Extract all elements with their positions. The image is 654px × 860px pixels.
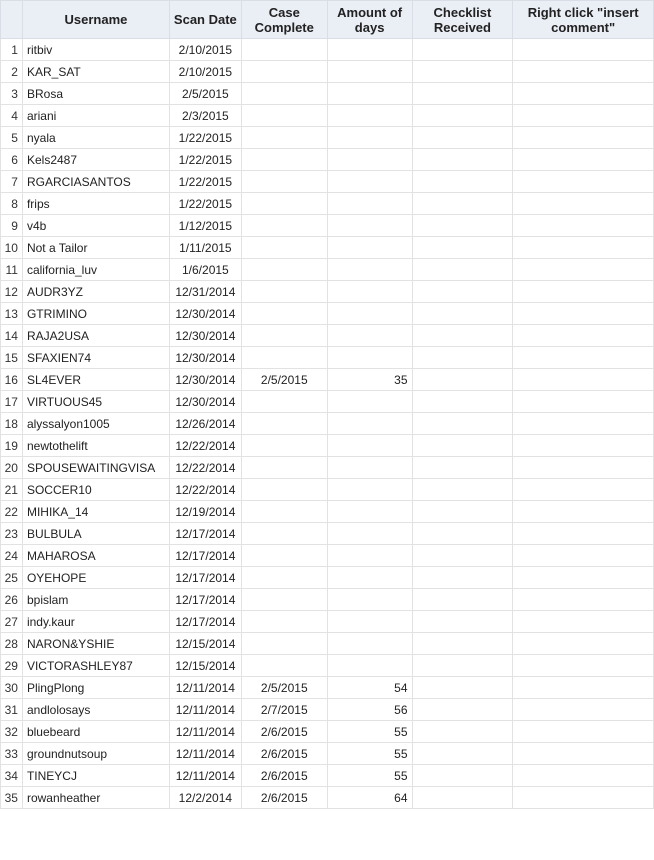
table-row	[1, 39, 654, 61]
case-complete-cell[interactable]: 2/6/2015	[241, 743, 327, 765]
amount-of-days-cell[interactable]	[327, 347, 412, 369]
corner-header-cell[interactable]	[1, 1, 23, 39]
comment-cell[interactable]	[513, 61, 654, 83]
table-row	[1, 633, 654, 655]
checklist-received-cell[interactable]	[412, 347, 513, 369]
comment-cell[interactable]	[513, 303, 654, 325]
amount-of-days-cell[interactable]: 54	[327, 677, 412, 699]
comment-cell[interactable]	[513, 765, 654, 787]
amount-of-days-cell[interactable]	[327, 61, 412, 83]
username-cell[interactable]: rowanheather	[22, 787, 169, 809]
username-cell[interactable]: Not a Tailor	[22, 237, 169, 259]
case-complete-cell[interactable]	[241, 105, 327, 127]
username-cell[interactable]: SPOUSEWAITINGVISA	[22, 457, 169, 479]
checklist-received-cell[interactable]	[412, 369, 513, 391]
checklist-received-cell[interactable]	[412, 523, 513, 545]
row-number-cell[interactable]: 21	[1, 479, 23, 501]
case-complete-cell[interactable]	[241, 171, 327, 193]
row-number-cell[interactable]: 15	[1, 347, 23, 369]
row-number-cell[interactable]: 23	[1, 523, 23, 545]
scan-date-cell[interactable]: 12/22/2014	[169, 435, 241, 457]
comment-cell[interactable]	[513, 83, 654, 105]
scan-date-cell[interactable]: 12/30/2014	[169, 325, 241, 347]
row-number-cell[interactable]: 11	[1, 259, 23, 281]
row-number-cell[interactable]: 2	[1, 61, 23, 83]
username-cell[interactable]: GTRIMINO	[22, 303, 169, 325]
table-row	[1, 413, 654, 435]
checklist-received-cell[interactable]	[412, 435, 513, 457]
username-cell[interactable]: andlolosays	[22, 699, 169, 721]
scan-date-cell[interactable]: 1/22/2015	[169, 193, 241, 215]
checklist-received-cell[interactable]	[412, 281, 513, 303]
username-cell[interactable]: TINEYCJ	[22, 765, 169, 787]
amount-of-days-cell[interactable]	[327, 303, 412, 325]
amount-of-days-cell[interactable]	[327, 501, 412, 523]
row-number-cell[interactable]: 8	[1, 193, 23, 215]
case-complete-cell[interactable]	[241, 655, 327, 677]
scan-date-cell[interactable]: 12/17/2014	[169, 589, 241, 611]
username-cell[interactable]: frips	[22, 193, 169, 215]
table-row	[1, 787, 654, 809]
scan-date-cell[interactable]: 12/11/2014	[169, 721, 241, 743]
scan-date-cell[interactable]: 12/30/2014	[169, 303, 241, 325]
comment-cell[interactable]	[513, 721, 654, 743]
checklist-received-cell[interactable]	[412, 699, 513, 721]
username-cell[interactable]: NARON&YSHIE	[22, 633, 169, 655]
amount-of-days-cell[interactable]: 64	[327, 787, 412, 809]
case-complete-cell[interactable]	[241, 391, 327, 413]
username-cell[interactable]: RAJA2USA	[22, 325, 169, 347]
checklist-received-cell[interactable]	[412, 501, 513, 523]
comment-cell[interactable]	[513, 281, 654, 303]
column-header-comment[interactable]: Right click "insert comment"	[513, 1, 654, 39]
comment-cell[interactable]	[513, 457, 654, 479]
case-complete-cell[interactable]	[241, 127, 327, 149]
scan-date-cell[interactable]: 12/11/2014	[169, 743, 241, 765]
username-cell[interactable]: newtothelift	[22, 435, 169, 457]
amount-of-days-cell[interactable]	[327, 589, 412, 611]
amount-of-days-cell[interactable]	[327, 39, 412, 61]
case-complete-cell[interactable]	[241, 501, 327, 523]
scan-date-cell[interactable]: 12/30/2014	[169, 369, 241, 391]
table-row	[1, 83, 654, 105]
row-number-cell[interactable]: 20	[1, 457, 23, 479]
scan-date-cell[interactable]: 1/22/2015	[169, 127, 241, 149]
amount-of-days-cell[interactable]	[327, 611, 412, 633]
checklist-received-cell[interactable]	[412, 589, 513, 611]
comment-cell[interactable]	[513, 523, 654, 545]
username-cell[interactable]: california_luv	[22, 259, 169, 281]
checklist-received-cell[interactable]	[412, 457, 513, 479]
amount-of-days-cell[interactable]	[327, 325, 412, 347]
comment-cell[interactable]	[513, 149, 654, 171]
username-cell[interactable]: indy.kaur	[22, 611, 169, 633]
checklist-received-cell[interactable]	[412, 677, 513, 699]
checklist-received-cell[interactable]	[412, 259, 513, 281]
username-cell[interactable]: ritbiv	[22, 39, 169, 61]
username-cell[interactable]: nyala	[22, 127, 169, 149]
checklist-received-cell[interactable]	[412, 193, 513, 215]
username-cell[interactable]: groundnutsoup	[22, 743, 169, 765]
amount-of-days-cell[interactable]: 56	[327, 699, 412, 721]
case-complete-cell[interactable]	[241, 347, 327, 369]
checklist-received-cell[interactable]	[412, 611, 513, 633]
scan-date-cell[interactable]: 1/6/2015	[169, 259, 241, 281]
table-row	[1, 127, 654, 149]
amount-of-days-cell[interactable]	[327, 149, 412, 171]
table-row	[1, 215, 654, 237]
comment-cell[interactable]	[513, 391, 654, 413]
comment-cell[interactable]	[513, 237, 654, 259]
amount-of-days-cell[interactable]	[327, 105, 412, 127]
scan-date-cell[interactable]: 2/3/2015	[169, 105, 241, 127]
column-header-username[interactable]: Username	[22, 1, 169, 39]
scan-date-cell[interactable]: 12/31/2014	[169, 281, 241, 303]
row-number-cell[interactable]: 1	[1, 39, 23, 61]
checklist-received-cell[interactable]	[412, 237, 513, 259]
amount-of-days-cell[interactable]: 55	[327, 721, 412, 743]
scan-date-cell[interactable]: 12/11/2014	[169, 699, 241, 721]
scan-date-cell[interactable]: 1/22/2015	[169, 171, 241, 193]
comment-cell[interactable]	[513, 413, 654, 435]
scan-date-cell[interactable]: 1/11/2015	[169, 237, 241, 259]
comment-cell[interactable]	[513, 39, 654, 61]
case-complete-cell[interactable]	[241, 259, 327, 281]
table-row	[1, 457, 654, 479]
case-complete-cell[interactable]	[241, 83, 327, 105]
comment-cell[interactable]	[513, 369, 654, 391]
case-complete-cell[interactable]	[241, 193, 327, 215]
case-complete-cell[interactable]: 2/6/2015	[241, 765, 327, 787]
scan-date-cell[interactable]: 12/15/2014	[169, 633, 241, 655]
row-number-cell[interactable]: 28	[1, 633, 23, 655]
row-number-cell[interactable]: 22	[1, 501, 23, 523]
case-complete-cell[interactable]	[241, 39, 327, 61]
table-row	[1, 589, 654, 611]
username-cell[interactable]: Kels2487	[22, 149, 169, 171]
amount-of-days-cell[interactable]: 55	[327, 743, 412, 765]
username-cell[interactable]: BRosa	[22, 83, 169, 105]
row-number-cell[interactable]: 32	[1, 721, 23, 743]
checklist-received-cell[interactable]	[412, 479, 513, 501]
username-cell[interactable]: SOCCER10	[22, 479, 169, 501]
table-row	[1, 743, 654, 765]
username-cell[interactable]: MAHAROSA	[22, 545, 169, 567]
checklist-received-cell[interactable]	[412, 765, 513, 787]
table-row	[1, 303, 654, 325]
table-row	[1, 193, 654, 215]
amount-of-days-cell[interactable]	[327, 457, 412, 479]
checklist-received-cell[interactable]	[412, 391, 513, 413]
comment-cell[interactable]	[513, 633, 654, 655]
username-cell[interactable]: MIHIKA_14	[22, 501, 169, 523]
case-complete-cell[interactable]	[241, 281, 327, 303]
row-number-cell[interactable]: 5	[1, 127, 23, 149]
row-number-cell[interactable]: 27	[1, 611, 23, 633]
case-complete-cell[interactable]	[241, 633, 327, 655]
scan-date-cell[interactable]: 12/26/2014	[169, 413, 241, 435]
amount-of-days-cell[interactable]: 55	[327, 765, 412, 787]
table-row	[1, 391, 654, 413]
username-cell[interactable]: PlingPlong	[22, 677, 169, 699]
table-row	[1, 765, 654, 787]
row-number-cell[interactable]: 26	[1, 589, 23, 611]
table-row	[1, 699, 654, 721]
amount-of-days-cell[interactable]	[327, 413, 412, 435]
case-complete-cell[interactable]	[241, 611, 327, 633]
username-cell[interactable]: BULBULA	[22, 523, 169, 545]
case-complete-cell[interactable]: 2/5/2015	[241, 369, 327, 391]
comment-cell[interactable]	[513, 501, 654, 523]
checklist-received-cell[interactable]	[412, 83, 513, 105]
row-number-cell[interactable]: 24	[1, 545, 23, 567]
row-number-cell[interactable]: 6	[1, 149, 23, 171]
scan-date-cell[interactable]: 12/30/2014	[169, 347, 241, 369]
table-row	[1, 325, 654, 347]
checklist-received-cell[interactable]	[412, 633, 513, 655]
row-number-cell[interactable]: 25	[1, 567, 23, 589]
table-row	[1, 281, 654, 303]
amount-of-days-cell[interactable]	[327, 215, 412, 237]
comment-cell[interactable]	[513, 589, 654, 611]
comment-cell[interactable]	[513, 215, 654, 237]
checklist-received-cell[interactable]	[412, 61, 513, 83]
amount-of-days-cell[interactable]	[327, 479, 412, 501]
scan-date-cell[interactable]: 12/17/2014	[169, 545, 241, 567]
case-complete-cell[interactable]	[241, 545, 327, 567]
column-header-amount-of-days[interactable]: Amount of days	[327, 1, 412, 39]
username-cell[interactable]: bpislam	[22, 589, 169, 611]
checklist-received-cell[interactable]	[412, 149, 513, 171]
table-row	[1, 501, 654, 523]
table-row	[1, 567, 654, 589]
checklist-received-cell[interactable]	[412, 105, 513, 127]
table-row	[1, 721, 654, 743]
username-cell[interactable]: alyssalyon1005	[22, 413, 169, 435]
comment-cell[interactable]	[513, 787, 654, 809]
scan-date-cell[interactable]: 1/22/2015	[169, 149, 241, 171]
table-row	[1, 61, 654, 83]
checklist-received-cell[interactable]	[412, 787, 513, 809]
comment-cell[interactable]	[513, 545, 654, 567]
row-number-cell[interactable]: 19	[1, 435, 23, 457]
comment-cell[interactable]	[513, 677, 654, 699]
comment-cell[interactable]	[513, 171, 654, 193]
comment-cell[interactable]	[513, 325, 654, 347]
username-cell[interactable]: SL4EVER	[22, 369, 169, 391]
amount-of-days-cell[interactable]	[327, 193, 412, 215]
checklist-received-cell[interactable]	[412, 325, 513, 347]
row-number-cell[interactable]: 3	[1, 83, 23, 105]
table-row	[1, 149, 654, 171]
username-cell[interactable]: OYEHOPE	[22, 567, 169, 589]
table-row	[1, 523, 654, 545]
comment-cell[interactable]	[513, 259, 654, 281]
amount-of-days-cell[interactable]	[327, 127, 412, 149]
scan-date-cell[interactable]: 12/22/2014	[169, 479, 241, 501]
scan-date-cell[interactable]: 12/11/2014	[169, 765, 241, 787]
amount-of-days-cell[interactable]	[327, 83, 412, 105]
username-cell[interactable]: KAR_SAT	[22, 61, 169, 83]
table-row	[1, 435, 654, 457]
scan-date-cell[interactable]: 2/5/2015	[169, 83, 241, 105]
table-row	[1, 171, 654, 193]
case-complete-cell[interactable]	[241, 479, 327, 501]
case-complete-cell[interactable]	[241, 237, 327, 259]
case-complete-cell[interactable]: 2/5/2015	[241, 677, 327, 699]
username-cell[interactable]: VIRTUOUS45	[22, 391, 169, 413]
scan-date-cell[interactable]: 12/17/2014	[169, 523, 241, 545]
table-row	[1, 237, 654, 259]
checklist-received-cell[interactable]	[412, 127, 513, 149]
comment-cell[interactable]	[513, 347, 654, 369]
row-number-cell[interactable]: 16	[1, 369, 23, 391]
case-complete-cell[interactable]: 2/6/2015	[241, 721, 327, 743]
comment-cell[interactable]	[513, 655, 654, 677]
header-row	[1, 1, 654, 39]
table-row	[1, 105, 654, 127]
checklist-received-cell[interactable]	[412, 413, 513, 435]
amount-of-days-cell[interactable]	[327, 259, 412, 281]
case-complete-cell[interactable]	[241, 457, 327, 479]
row-number-cell[interactable]: 14	[1, 325, 23, 347]
row-number-cell[interactable]: 13	[1, 303, 23, 325]
scan-date-cell[interactable]: 12/19/2014	[169, 501, 241, 523]
comment-cell[interactable]	[513, 611, 654, 633]
username-cell[interactable]: VICTORASHLEY87	[22, 655, 169, 677]
checklist-received-cell[interactable]	[412, 39, 513, 61]
case-complete-cell[interactable]	[241, 435, 327, 457]
amount-of-days-cell[interactable]	[327, 435, 412, 457]
row-number-cell[interactable]: 17	[1, 391, 23, 413]
checklist-received-cell[interactable]	[412, 303, 513, 325]
comment-cell[interactable]	[513, 699, 654, 721]
amount-of-days-cell[interactable]	[327, 391, 412, 413]
scan-date-cell[interactable]: 12/22/2014	[169, 457, 241, 479]
row-number-cell[interactable]: 33	[1, 743, 23, 765]
amount-of-days-cell[interactable]	[327, 633, 412, 655]
amount-of-days-cell[interactable]	[327, 237, 412, 259]
case-complete-cell[interactable]	[241, 303, 327, 325]
scan-date-cell[interactable]: 1/12/2015	[169, 215, 241, 237]
scan-date-cell[interactable]: 12/17/2014	[169, 611, 241, 633]
table-row	[1, 545, 654, 567]
comment-cell[interactable]	[513, 567, 654, 589]
table-row	[1, 655, 654, 677]
scan-date-cell[interactable]: 2/10/2015	[169, 39, 241, 61]
row-number-cell[interactable]: 7	[1, 171, 23, 193]
amount-of-days-cell[interactable]	[327, 523, 412, 545]
case-complete-cell[interactable]: 2/6/2015	[241, 787, 327, 809]
case-complete-cell[interactable]	[241, 589, 327, 611]
row-number-cell[interactable]: 12	[1, 281, 23, 303]
amount-of-days-cell[interactable]	[327, 567, 412, 589]
table-row	[1, 611, 654, 633]
checklist-received-cell[interactable]	[412, 215, 513, 237]
table-body	[1, 39, 654, 809]
checklist-received-cell[interactable]	[412, 743, 513, 765]
row-number-cell[interactable]: 29	[1, 655, 23, 677]
amount-of-days-cell[interactable]	[327, 545, 412, 567]
checklist-received-cell[interactable]	[412, 721, 513, 743]
row-number-cell[interactable]: 31	[1, 699, 23, 721]
case-complete-cell[interactable]	[241, 325, 327, 347]
table-row	[1, 347, 654, 369]
case-complete-cell[interactable]	[241, 523, 327, 545]
comment-cell[interactable]	[513, 743, 654, 765]
amount-of-days-cell[interactable]: 35	[327, 369, 412, 391]
amount-of-days-cell[interactable]	[327, 281, 412, 303]
username-cell[interactable]: ariani	[22, 105, 169, 127]
table-row	[1, 479, 654, 501]
username-cell[interactable]: RGARCIASANTOS	[22, 171, 169, 193]
scan-date-cell[interactable]: 2/10/2015	[169, 61, 241, 83]
table-row	[1, 259, 654, 281]
scan-date-cell[interactable]: 12/15/2014	[169, 655, 241, 677]
row-number-cell[interactable]: 34	[1, 765, 23, 787]
scan-date-cell[interactable]: 12/30/2014	[169, 391, 241, 413]
case-complete-cell[interactable]	[241, 215, 327, 237]
checklist-received-cell[interactable]	[412, 655, 513, 677]
comment-cell[interactable]	[513, 193, 654, 215]
scan-date-cell[interactable]: 12/2/2014	[169, 787, 241, 809]
comment-cell[interactable]	[513, 435, 654, 457]
amount-of-days-cell[interactable]	[327, 171, 412, 193]
table-row	[1, 677, 654, 699]
case-complete-cell[interactable]: 2/7/2015	[241, 699, 327, 721]
case-complete-cell[interactable]	[241, 61, 327, 83]
username-cell[interactable]: AUDR3YZ	[22, 281, 169, 303]
row-number-cell[interactable]: 35	[1, 787, 23, 809]
checklist-received-cell[interactable]	[412, 545, 513, 567]
column-header-scan-date[interactable]: Scan Date	[169, 1, 241, 39]
table-row	[1, 369, 654, 391]
column-header-case-complete[interactable]: Case Complete	[241, 1, 327, 39]
comment-cell[interactable]	[513, 127, 654, 149]
case-complete-cell[interactable]	[241, 413, 327, 435]
scan-date-cell[interactable]: 12/11/2014	[169, 677, 241, 699]
comment-cell[interactable]	[513, 479, 654, 501]
username-cell[interactable]: SFAXIEN74	[22, 347, 169, 369]
scan-date-cell[interactable]: 12/17/2014	[169, 567, 241, 589]
row-number-cell[interactable]: 30	[1, 677, 23, 699]
comment-cell[interactable]	[513, 105, 654, 127]
row-number-cell[interactable]: 9	[1, 215, 23, 237]
row-number-cell[interactable]: 10	[1, 237, 23, 259]
username-cell[interactable]: bluebeard	[22, 721, 169, 743]
checklist-received-cell[interactable]	[412, 171, 513, 193]
username-cell[interactable]: v4b	[22, 215, 169, 237]
case-complete-cell[interactable]	[241, 149, 327, 171]
checklist-received-cell[interactable]	[412, 567, 513, 589]
row-number-cell[interactable]: 4	[1, 105, 23, 127]
case-complete-cell[interactable]	[241, 567, 327, 589]
amount-of-days-cell[interactable]	[327, 655, 412, 677]
row-number-cell[interactable]: 18	[1, 413, 23, 435]
column-header-checklist-received[interactable]: Checklist Received	[412, 1, 513, 39]
